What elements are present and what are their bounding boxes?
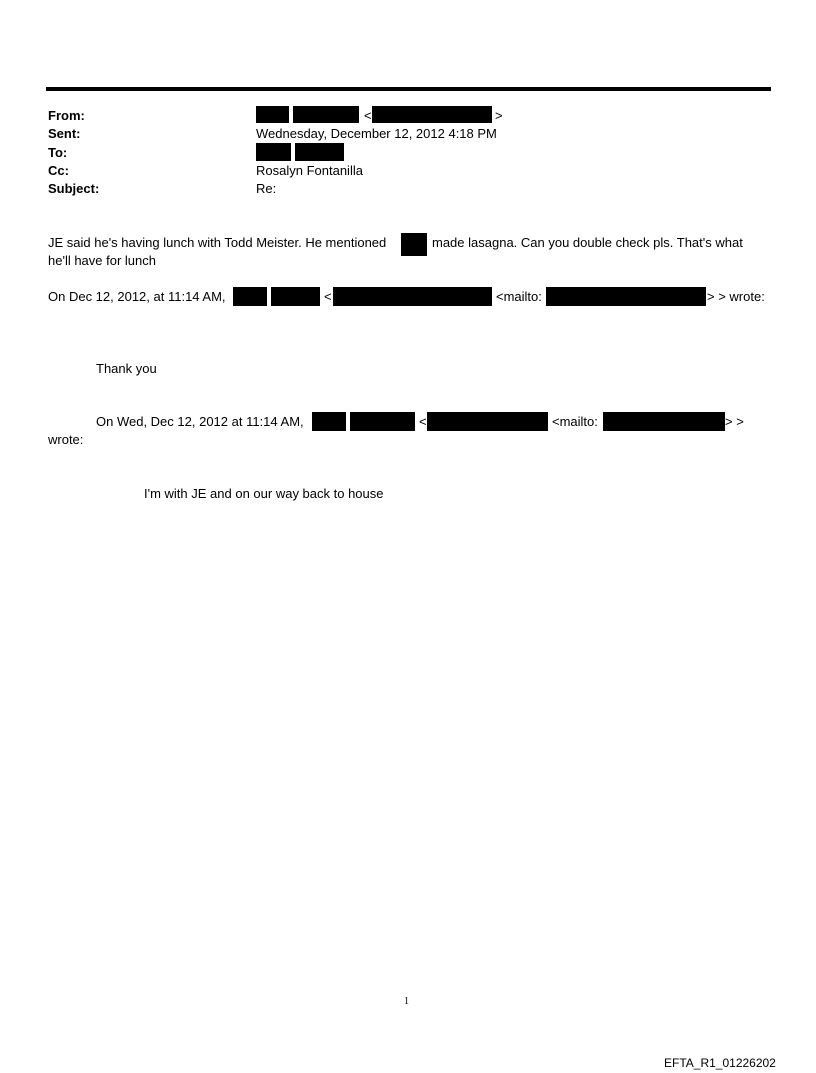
header-rule [46, 87, 771, 91]
quote2-mailto: <mailto: [552, 414, 598, 429]
redaction-quote2-mailto [603, 412, 725, 431]
quote2-end: > > [725, 414, 744, 429]
redaction-quote1-email [333, 287, 492, 306]
quote1-mailto: <mailto: [496, 289, 542, 304]
quote2-lt: < [419, 414, 427, 429]
redaction-from-email [372, 106, 492, 123]
redaction-quote1-mailto [546, 287, 706, 306]
quote1-intro: On Dec 12, 2012, at 11:14 AM, [48, 289, 226, 304]
body-line1-start: JE said he's having lunch with Todd Meister. He mentioned [48, 235, 387, 250]
quote2-wrote: wrote: [48, 432, 84, 447]
quote1-lt: < [324, 289, 332, 304]
to-label: To: [48, 145, 68, 160]
redaction-body-name [401, 233, 427, 256]
redaction-from-first [256, 106, 289, 123]
redaction-from-last [293, 106, 359, 123]
from-label: From: [48, 108, 85, 123]
cc-value: Rosalyn Fontanilla [256, 163, 363, 178]
from-gt: > [495, 108, 503, 123]
cc-label: Cc: [48, 163, 69, 178]
redaction-quote1-last [271, 287, 320, 306]
redaction-quote2-last [350, 412, 415, 431]
quote1-end: > > wrote: [707, 289, 765, 304]
page-number: 1 [404, 996, 409, 1007]
body-line1-end: made lasagna. Can you double check pls. That's what [432, 235, 743, 250]
subject-value: Re: [256, 181, 277, 196]
redaction-quote2-email [427, 412, 548, 431]
document-id: EFTA_R1_01226202 [664, 1056, 776, 1070]
redaction-quote1-first [233, 287, 267, 306]
redaction-quote2-first [312, 412, 346, 431]
quote2-intro: On Wed, Dec 12, 2012 at 11:14 AM, [96, 414, 304, 429]
redaction-to-last [295, 143, 344, 161]
sent-value: Wednesday, December 12, 2012 4:18 PM [256, 126, 497, 141]
redaction-to-first [256, 143, 291, 161]
body-line2: he'll have for lunch [48, 253, 156, 268]
thank-you-text: Thank you [96, 361, 157, 376]
sent-label: Sent: [48, 126, 81, 141]
subject-label: Subject: [48, 181, 100, 196]
final-message: I'm with JE and on our way back to house [144, 486, 384, 501]
from-lt: < [364, 108, 372, 123]
